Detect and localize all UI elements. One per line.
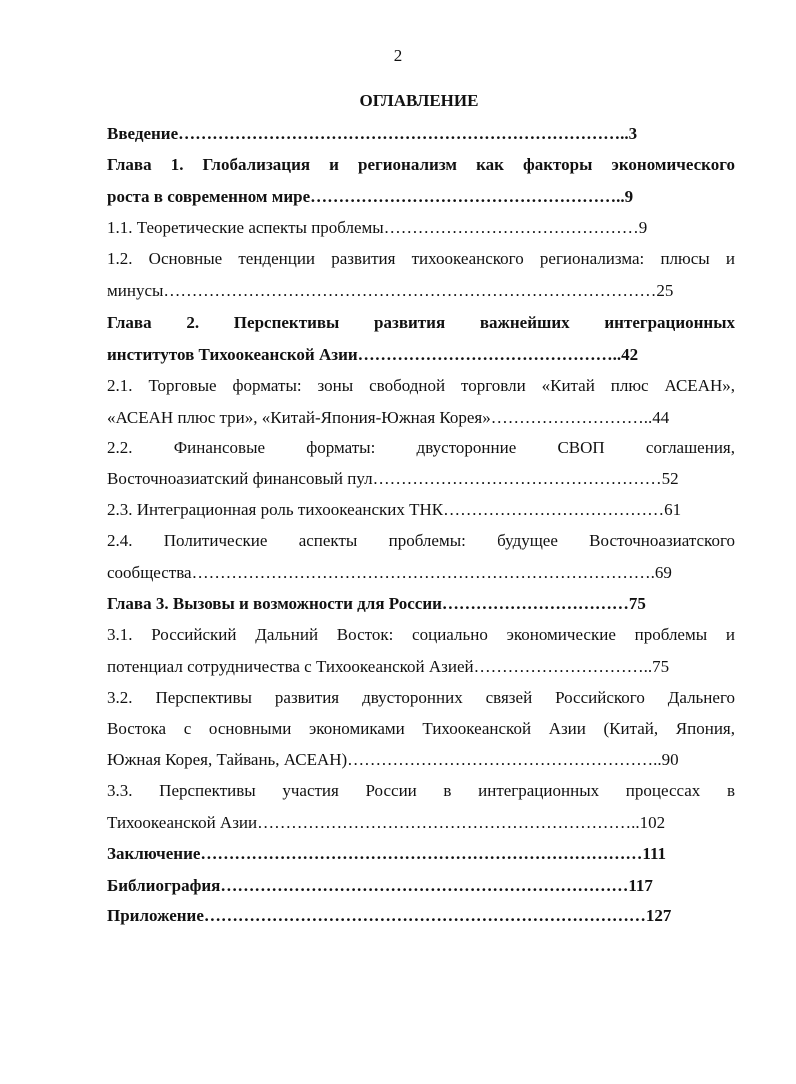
toc-entry: 3.3. Перспективы участия России в интеграционных процессах в — [107, 781, 735, 800]
toc-entry: Заключение……………………………………………………………………111 — [107, 844, 667, 863]
toc-entry: сообщества……………………………………………………………………….69 — [107, 563, 672, 582]
page-title: ОГЛАВЛЕНИЕ — [359, 91, 479, 110]
toc-entry: Глава 3. Вызовы и возможности для России……………………………75 — [107, 594, 646, 613]
toc-entry: Южная Корея, Тайвань, АСЕАН)………………………………………………..90 — [107, 750, 679, 769]
toc-entry: 1.1. Теоретические аспекты проблемы………………………………………9 — [107, 218, 648, 237]
toc-entry: Глава 2. Перспективы развития важнейших интеграционных — [107, 313, 735, 332]
toc-entry: Восточноазиатский финансовый пул……………………………………………52 — [107, 469, 679, 488]
toc-entry: 2.1. Торговые форматы: зоны свободной торговли «Китай плюс АСЕАН», — [107, 376, 735, 395]
toc-entry: институтов Тихоокеанской Азии………………………………………..42 — [107, 345, 639, 364]
toc-entry: 2.2. Финансовые форматы: двусторонние СВОП соглашения, — [107, 438, 735, 457]
toc-entry: Библиография………………………………………………………………117 — [107, 876, 653, 895]
toc-entry: 3.2. Перспективы развития двусторонних связей Российского Дальнего — [107, 688, 735, 707]
toc-entry: потенциал сотрудничества с Тихоокеанской Азией…………………………..75 — [107, 657, 670, 676]
toc-entry: 1.2. Основные тенденции развития тихоокеанского регионализма: плюсы и — [107, 249, 735, 268]
toc-entry: минусы……………………………………………………………………………25 — [107, 281, 674, 300]
toc-entry: 3.1. Российский Дальний Восток: социально экономические проблемы и — [107, 625, 735, 644]
toc-entry: 2.4. Политические аспекты проблемы: будущее Восточноазиатского — [107, 531, 735, 550]
toc-entry: 2.3. Интеграционная роль тихоокеанских ТНК…………………………………61 — [107, 500, 682, 519]
toc-entry: «АСЕАН плюс три», «Китай-Япония-Южная Корея»………………………..44 — [107, 408, 670, 427]
toc-entry: Приложение……………………………………………………………………127 — [107, 906, 672, 925]
toc-entry: Востока с основными экономиками Тихоокеанской Азии (Китай, Япония, — [107, 719, 735, 738]
toc-entry: Глава 1. Глобализация и регионализм как факторы экономического — [107, 155, 735, 174]
toc-entry: Тихоокеанской Азии…………………………………………………………..102 — [107, 813, 666, 832]
toc-entry: роста в современном мире………………………………………………..9 — [107, 187, 634, 206]
toc-entry: Введение……………………………………………………………………..3 — [107, 124, 638, 143]
page-number: 2 — [393, 46, 403, 65]
